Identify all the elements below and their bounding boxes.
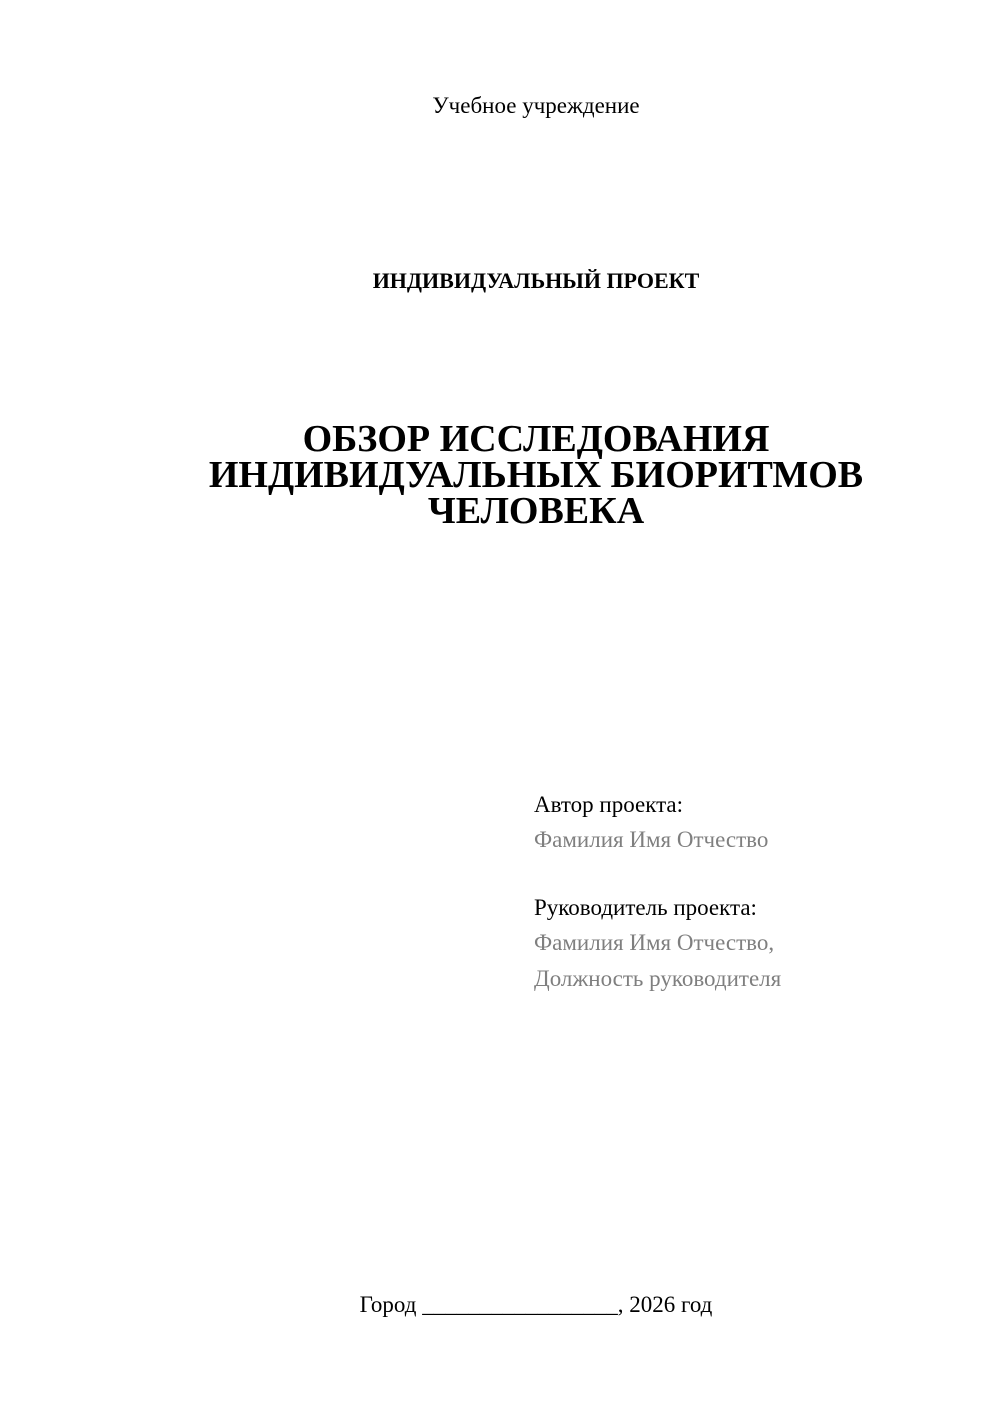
credits-spacer — [534, 858, 974, 891]
project-title-line-2: ИНДИВИДУАЛЬНЫХ БИОРИТМОВ — [208, 454, 864, 496]
author-label: Автор проекта: — [534, 792, 683, 817]
project-title-line-3: ЧЕЛОВЕКА — [427, 490, 645, 532]
credits-block — [534, 788, 974, 997]
supervisor-label: Руководитель проекта: — [534, 895, 757, 920]
city-year-line: Город _________________, 2026 год — [359, 1292, 713, 1317]
project-title-line-1: ОБЗОР ИССЛЕДОВАНИЯ — [302, 418, 770, 460]
supervisor-position: Должность руководителя — [534, 966, 782, 991]
supervisor-name: Фамилия Имя Отчество, — [534, 930, 775, 955]
document-type: ИНДИВИДУАЛЬНЫЙ ПРОЕКТ — [372, 268, 700, 293]
institution-name: Учебное учреждение — [432, 93, 640, 118]
project-title — [0, 418, 1000, 532]
author-name: Фамилия Имя Отчество — [534, 827, 769, 852]
